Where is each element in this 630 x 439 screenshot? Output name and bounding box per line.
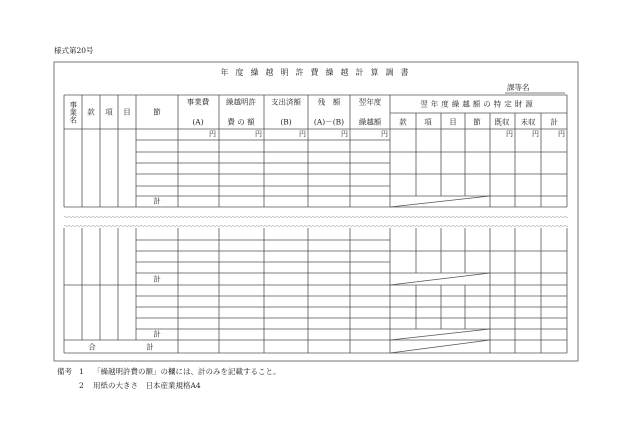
diagonal-strike-line: [390, 196, 490, 207]
remark-text: 「繰越明許費の額」の欄には、計のみを記載すること。: [93, 367, 281, 376]
header-moku: 目: [123, 107, 131, 117]
remark-number: 2: [79, 381, 84, 390]
unit-yen: 円: [506, 130, 513, 138]
unit-yen: 円: [381, 130, 388, 138]
subtotal-label: 計: [153, 196, 161, 206]
unit-yen: 円: [532, 130, 539, 138]
header-balance: 残 額: [317, 97, 341, 107]
header-funding-unreceived: 未収: [520, 117, 536, 127]
document-title: 年度繰越明許費繰越計算調書: [220, 68, 416, 77]
header-balance-sub: (A)－(B): [313, 117, 345, 127]
header-next-year: 翌年度: [358, 97, 382, 107]
omission-wavy-line: [64, 216, 568, 217]
header-funding-setsu: 節: [473, 117, 481, 127]
header-carryover: 繰越明許: [226, 97, 256, 107]
remarks-label: 備考: [57, 367, 72, 376]
diagonal-strike-line: [390, 329, 490, 340]
section-name-label: 課等名: [507, 83, 530, 92]
grand-total-label-1: 合: [88, 342, 96, 352]
header-funding-kan: 款: [399, 117, 407, 127]
header-funding-received: 既収: [494, 117, 510, 127]
header-project-cost: 事業費: [186, 97, 210, 107]
subtotal-label: 計: [153, 274, 161, 284]
diagonal-strike-line: [390, 340, 490, 353]
header-funding-moku: 目: [449, 117, 457, 127]
header-funding-total: 計: [550, 117, 558, 127]
header-paid: 支出済額: [271, 97, 301, 107]
subtotal-label: 計: [153, 329, 161, 339]
omission-wavy-line: [64, 225, 568, 226]
header-paid-sub: (B): [280, 117, 292, 127]
unit-yen: 円: [209, 130, 216, 138]
unit-yen: 円: [341, 130, 348, 138]
header-setsu: 節: [153, 107, 161, 117]
header-funding-kou: 項: [424, 117, 432, 127]
form-number: 様式第20号: [54, 46, 94, 55]
remark-number: 1: [79, 367, 84, 376]
grand-total-label-2: 計: [146, 342, 154, 352]
header-project-name: 事業名: [68, 100, 78, 124]
header-specific-funding: 翌年度繰越額の特定財源: [420, 99, 536, 109]
header-kan: 款: [87, 107, 95, 117]
header-next-year-sub: 繰越額: [358, 117, 382, 127]
unit-yen: 円: [558, 130, 565, 138]
unit-yen: 円: [299, 130, 306, 138]
header-carryover-sub: 費 の 額: [227, 117, 255, 127]
unit-yen: 円: [255, 130, 262, 138]
diagonal-strike-line: [390, 273, 490, 285]
header-project-cost-sub: (A): [192, 117, 204, 127]
remark-text: 用紙の大きさ 日本産業規格A4: [93, 381, 201, 390]
header-kou: 項: [105, 107, 113, 117]
